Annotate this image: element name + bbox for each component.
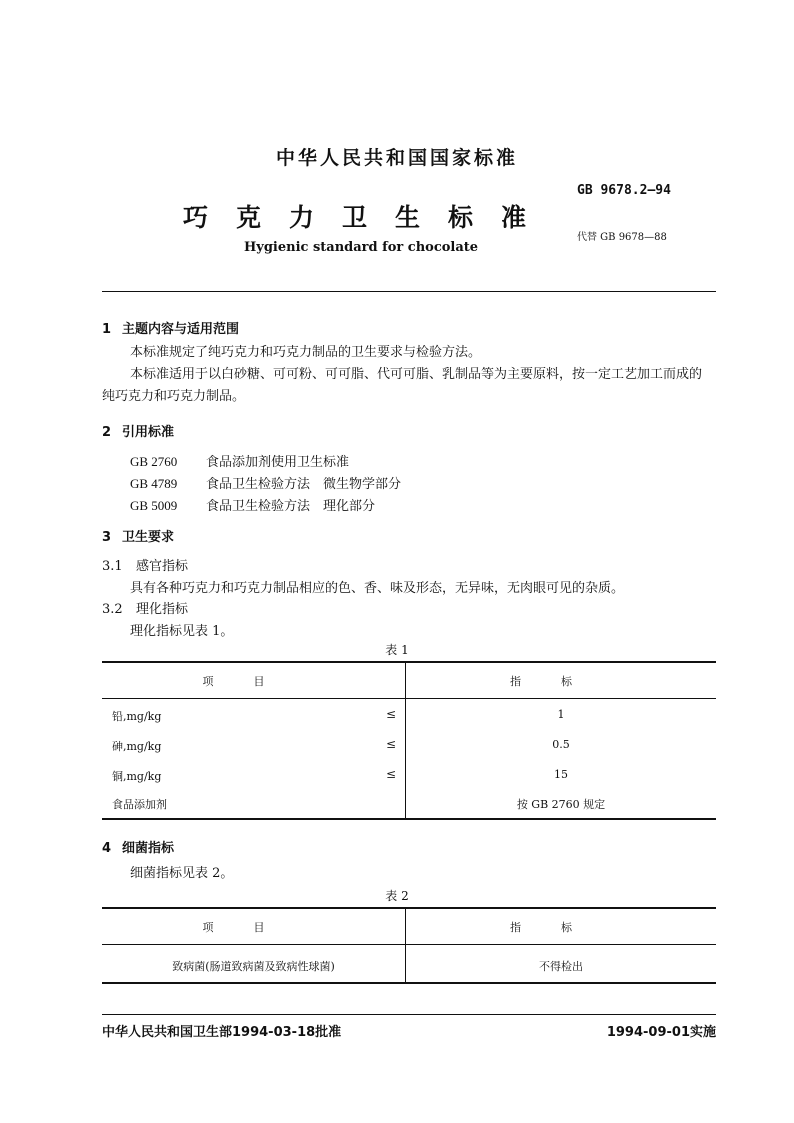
subsection-title: 感官指标 <box>136 559 189 574</box>
subsection-3-2-text: 理化指标见表 1。 <box>130 624 234 639</box>
table-row-value: 按 GB 2760 规定 <box>516 798 606 811</box>
reference-code: GB 4789 <box>130 476 178 491</box>
table-row-operator: ≤ <box>386 737 397 751</box>
reference-item <box>130 473 401 492</box>
section-1-para-2: 本标准适用于以白砂糖、可可粉、可可脂、代可可脂、乳制品等为主要原料，按一定工艺加工而成的 <box>130 367 703 382</box>
table-2-caption: 表 2 <box>385 889 409 903</box>
table-header-value: 指标 <box>510 675 612 688</box>
country-title: 中华人民共和国国家标准 <box>275 147 518 169</box>
header-divider <box>102 291 716 292</box>
table-row-value: 0.5 <box>552 738 570 751</box>
reference-title: 食品卫生检验方法 微生物学部分 <box>206 477 402 492</box>
table-row-item: 铅,mg/kg <box>112 710 162 723</box>
subsection-3-1-text: 具有各种巧克力和巧克力制品相应的色、香、味及形态，无异味，无肉眼可见的杂质。 <box>130 581 625 596</box>
section-title: 细菌指标 <box>122 841 175 856</box>
section-title: 引用标准 <box>122 425 175 440</box>
table-header-item: 项目 <box>202 921 305 934</box>
standard-title: 巧克力卫生标准 <box>183 203 555 232</box>
reference-item <box>130 495 375 514</box>
reference-code: GB 5009 <box>130 498 178 513</box>
table-row-item: 铜,mg/kg <box>112 770 162 783</box>
section-4-heading <box>102 837 174 856</box>
table-row-operator: ≤ <box>386 767 397 781</box>
table-top-border <box>102 661 716 663</box>
table-row-operator: ≤ <box>386 707 397 721</box>
table-bottom-border <box>102 818 716 820</box>
standard-code: GB 9678.2—94 <box>577 183 671 198</box>
table-1-caption: 表 1 <box>385 643 409 657</box>
table-1 <box>102 661 716 819</box>
approval-note: 中华人民共和国卫生部1994-03-18批准 <box>102 1025 342 1040</box>
table-bottom-border <box>102 982 716 984</box>
section-1-para-2-cont: 纯巧克力和巧克力制品。 <box>102 389 246 404</box>
table-row-value: 15 <box>554 768 568 781</box>
table-row-item: 砷,mg/kg <box>112 740 162 753</box>
table-row-item: 致病菌(肠道致病菌及致病性球菌) <box>172 960 335 973</box>
effective-date: 1994-09-01实施 <box>606 1025 716 1040</box>
table-2 <box>102 907 716 983</box>
table-top-border <box>102 907 716 909</box>
table-row-value: 1 <box>557 708 565 721</box>
subsection-3-2-heading <box>102 599 188 621</box>
section-number: 1 <box>102 322 112 337</box>
subsection-number: 3.1 <box>102 559 123 574</box>
section-number: 3 <box>102 530 112 545</box>
section-1-para-1: 本标准规定了纯巧克力和巧克力制品的卫生要求与检验方法。 <box>130 345 482 360</box>
reference-code: GB 2760 <box>130 454 178 469</box>
reference-item <box>130 451 349 470</box>
section-title: 卫生要求 <box>122 530 175 545</box>
subsection-3-1-heading <box>102 556 188 578</box>
table-header-divider <box>102 698 716 699</box>
section-1-heading <box>102 318 239 337</box>
reference-title: 食品卫生检验方法 理化部分 <box>206 499 376 514</box>
section-4-text: 细菌指标见表 2。 <box>130 866 234 881</box>
reference-title: 食品添加剂使用卫生标准 <box>206 455 350 470</box>
table-header-divider <box>102 944 716 945</box>
table-row-item: 食品添加剂 <box>112 798 167 811</box>
subsection-title: 理化指标 <box>136 602 189 617</box>
table-row-value: 不得检出 <box>539 960 583 973</box>
footer-divider <box>102 1014 716 1015</box>
replaces-note: 代替 GB 9678—88 <box>577 232 667 243</box>
section-title: 主题内容与适用范围 <box>122 322 240 337</box>
section-number: 2 <box>102 425 112 440</box>
standard-title-en: Hygienic standard for chocolate <box>244 240 479 255</box>
section-3-heading <box>102 526 174 545</box>
table-header-value: 指标 <box>510 921 612 934</box>
table-header-item: 项目 <box>202 675 305 688</box>
section-number: 4 <box>102 841 112 856</box>
subsection-number: 3.2 <box>102 602 123 617</box>
section-2-heading <box>102 421 174 440</box>
